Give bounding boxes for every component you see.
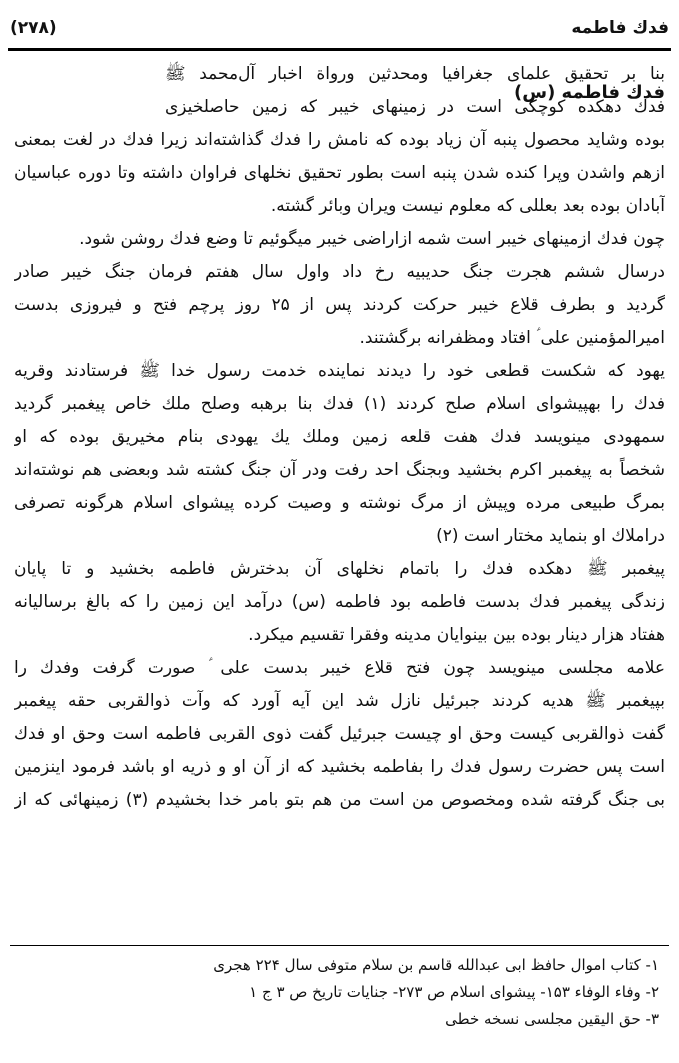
body-line: بنا بر تحقيق علماى جغرافيا ومحدثين ورواة اخبار آل‌محمد ﷺ [165,64,665,84]
body-line: شخصاً به پيغمبر اكرم بخشيد وبجنگ احد رفت ودر آن جنگ كشته شد وبعضى هم نوشته‌اند [14,460,665,480]
body-line: فدك را بهپيشواى اسلام صلح كردند (۱) فدك بنا برهبه وصلح ملك خاص پيغمبر گرديد [14,394,665,414]
footnote-rule [10,945,669,946]
body-line: پيغمبر ﷺ دهكده فدك را باتمام نخلهاى آن بدخترش فاطمه بخشيد و تا پايان [14,559,665,579]
footnote: ۱- كتاب اموال حافظ ابى عبدالله قاسم بن سلام متوفى سال ۲۲۴ هجرى [213,956,659,974]
body-line: بپيغمبر ﷺ هديه كردند جبرئيل نازل شد اين آيه آورد كه وآت ذوالقربى حقه پيغمبر [14,691,665,711]
body-line: درسال ششم هجرت جنگ حديبيه رخ داد واول سال هفتم فرمان جنگ خيبر صادر [14,262,665,282]
body-line: زندگى پيغمبر فدك بدست فاطمه بود فاطمه (س) درآمد اين زمين را كه بالغ برسالیانه [14,592,665,612]
page-number: (۲۷۸) [10,18,57,38]
body-line: بمرگ طبيعى مرده وپيش از مرگ نوشته و وصيت كرده پيشواى اسلام هرگونه تصرفى [14,493,665,513]
running-title: فدك فاطمه [571,18,669,38]
body-line: آبادان بوده بعد بعللى كه معلوم نيست ويران وبائر گشته. [270,196,665,216]
header-rule [8,48,671,51]
body-line: فدك دهكده كوچكى است در زمينهاى خيبر كه زمين حاصلخيزى [165,97,665,117]
section-heading: فدك فاطمه (س) [514,82,665,103]
body-lines [14,58,665,817]
footnote: ۳- حق اليقين مجلسى نسخه خطى [445,1010,659,1028]
body-line: سمهودى مينويسد فدك هفت قلعه زمين وملك يك يهودى بنام مخيريق بوده كه او [14,427,665,447]
body-line: گرديد و بطرف قلاع خيبر حركت كردند پس از ۲۵ روز پرچم فتح و فيروزى بدست [14,295,665,315]
page-header [10,16,669,44]
body-line: ازهم واشدن وپرا كنده شدن پنبه است بطور تحقيق نخلهاى فراوان داشته وتا دوره عباسيان [14,163,665,183]
body-text [14,58,665,817]
body-line: بوده وشايد محصول پنبه آن زياد بوده كه نامش را فدك گذاشته‌اند زيرا فدك در لغت بمعنى [14,130,665,150]
body-line: گفت ذوالقربى كيست وحق او چيست جبرئيل گفت ذوى القربى فاطمه است وحق او فدك [14,724,665,744]
body-line: اميرالمؤمنين على ؑ افتاد ومظفرانه برگشتند. [359,328,665,348]
body-line: يهود كه شكست قطعى خود را ديدند نماينده خدمت رسول خدا ﷺ فرستادند وقريه [14,361,665,381]
body-line: بى جنگ گرفته شده ومخصوص من است من هم بتو بامر خدا بخشيدم (۳) زمينهائى كه از [14,790,665,810]
body-line: علامه مجلسى مينويسد چون فتح قلاع خيبر بدست على ؑ صورت گرفت وفدك را [14,658,665,678]
footnotes [20,952,659,1033]
body-line: هفتاد هزار دينار بوده بين بينوايان مدينه وفقرا تقسيم ميكرد. [248,625,665,645]
body-line: چون فدك ازمينهاى خيبر است شمه‌ ازاراضى خيبر ميگوئيم تا وضع فدك روشن شود. [79,229,665,249]
body-line: است پس حضرت رسول فدك را بفاطمه بخشيد كه از آن او و ذريه او باشد فرمود اينزمين [14,757,665,777]
body-line: دراملاك او بنمايد مختار است (۲) [436,526,665,546]
footnote: ۲- وفاء الوفاء ۱۵۳- پيشواى اسلام ص ۲۷۳- جنايات تاريخ ص ۳ ج ۱ [249,983,659,1001]
